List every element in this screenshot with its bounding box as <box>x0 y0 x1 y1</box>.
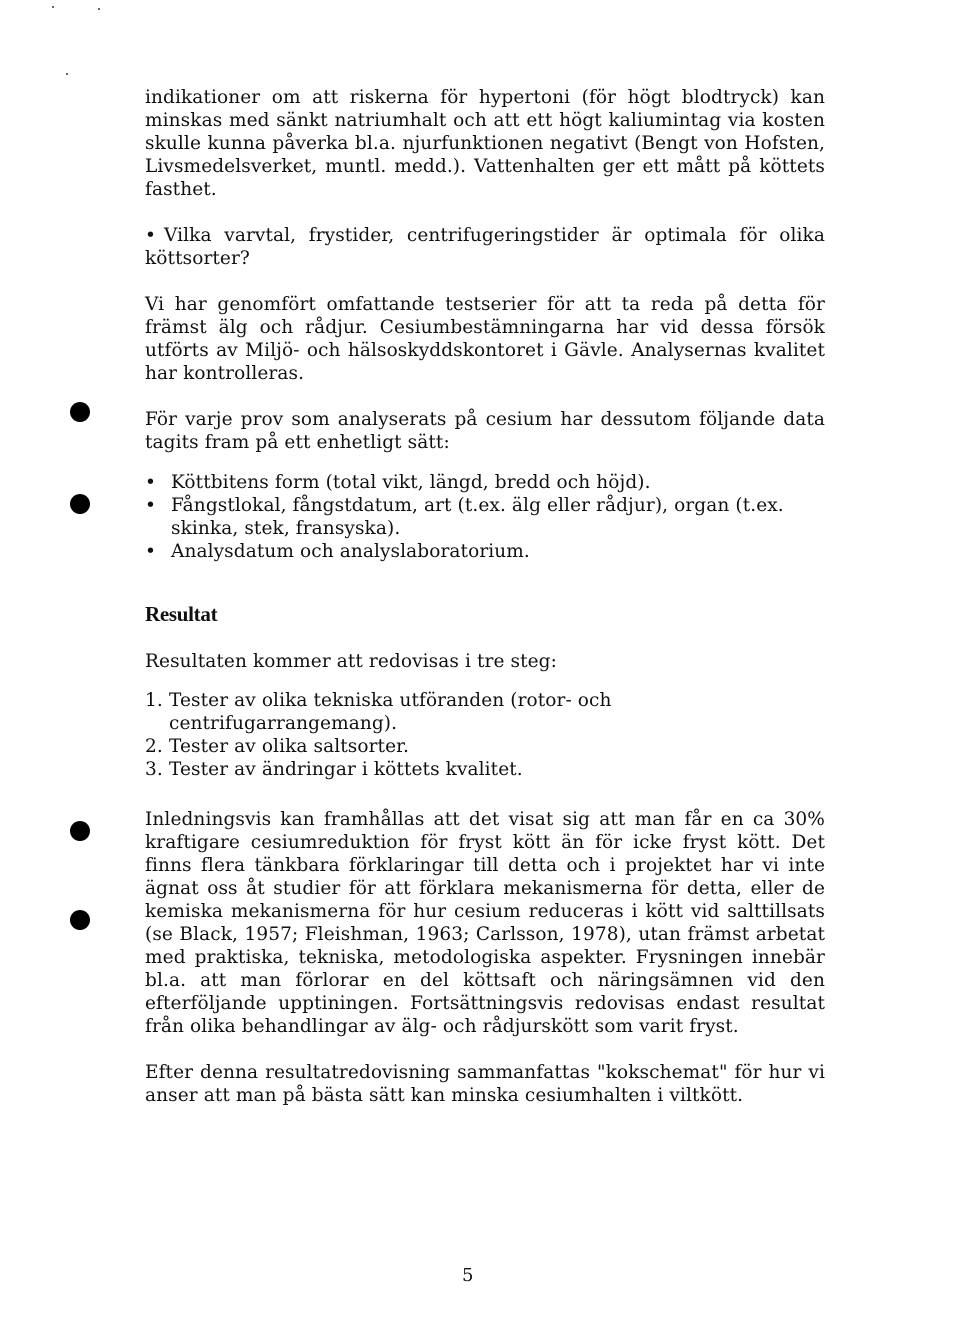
data-items-list <box>145 471 825 563</box>
paragraph-samples: För varje prov som analyserats på cesium har dessutom följande data tagits fram på ett enhetligt sätt: <box>145 409 825 453</box>
question-text: Vilka varvtal, frystider, centrifugeringstider är optimala för olika köttsorter? <box>145 225 825 269</box>
punch-hole-dot <box>70 910 90 930</box>
list-item <box>145 735 825 758</box>
paragraph-results-intro: Resultaten kommer att redovisas i tre steg: <box>145 651 557 672</box>
punch-hole-dot <box>70 494 90 514</box>
list-item: • Fångstlokal, fångstdatum, art (t.ex. älg eller rådjur), organ (t.ex. skinka, stek, fransyska). <box>145 494 825 540</box>
scan-speck <box>66 73 68 75</box>
page-number: 5 <box>462 1265 474 1286</box>
scan-speck <box>98 8 100 10</box>
list-item: • Analysdatum och analyslaboratorium. <box>145 540 825 563</box>
list-item: • Köttbitens form (total vikt, längd, bredd och höjd). <box>145 471 825 494</box>
step-text: Tester av olika saltsorter. <box>169 736 410 757</box>
question-bullet <box>145 224 825 270</box>
list-item <box>145 758 825 781</box>
paragraph-summary: Efter denna resultatredovisning sammanfattas "kokschemat" för hur vi anser att man på bästa sätt kan minska cesiumhalten i viltkött. <box>145 1062 825 1106</box>
paragraph-findings: Inledningsvis kan framhållas att det visat sig att man får en ca 30% kraftigare cesiumreduktion för fryst kött än för icke fryst kött. Det finns flera tänkbara förklaringar till detta och i projektet har vi inte ägnat oss åt studier för att förklara mekanismerna för detta, eller de kemiska mekanismerna för hur cesium reduceras i kött vid salttillsats (se Black, 1957; Fleishman, 1963; Carlsson, 1978), utan främst arbetat med praktiska, tekniska, metodologiska aspekter. Frysningen innebär bl.a. att man förlorar en del köttsaft och näringsämnen vid den efterföljande upptiningen. Fortsättningsvis redovisas endast resultat från olika behandlingar av älg- och rådjurskött som varit fryst. <box>145 809 825 1037</box>
scan-speck <box>52 6 54 8</box>
step-text: Tester av olika tekniska utföranden (rotor- och centrifugarrangemang). <box>169 690 612 734</box>
steps-list <box>145 689 825 781</box>
paragraph-intro: indikationer om att riskerna för hypertoni (för högt blodtryck) kan minskas med sänkt natriumhalt och att ett högt kaliumintag via kosten skulle kunna påverka bl.a. njurfunktionen negativt (Bengt von Hofsten, Livsmedelsverket, muntl. medd.). Vattenhalten ger ett mått på köttets fasthet. <box>145 87 825 200</box>
body-text <box>145 86 825 1107</box>
punch-hole-dot <box>70 402 90 422</box>
section-heading: Resultat <box>145 602 218 626</box>
punch-hole-dot <box>70 821 90 841</box>
step-number: 1. <box>145 690 163 711</box>
step-text: Tester av ändringar i köttets kvalitet. <box>169 759 523 780</box>
step-number: 3. <box>145 759 163 780</box>
paragraph-testing: Vi har genomfört omfattande testserier för att ta reda på detta för främst älg och rådjur. Cesiumbestämningarna har vid dessa försök utförts av Miljö- och hälsoskyddskontoret i Gävle. Analysernas kvalitet har kontrolleras. <box>145 294 825 384</box>
list-item <box>145 689 825 735</box>
step-number: 2. <box>145 736 163 757</box>
bullet-marker: • <box>145 225 157 246</box>
